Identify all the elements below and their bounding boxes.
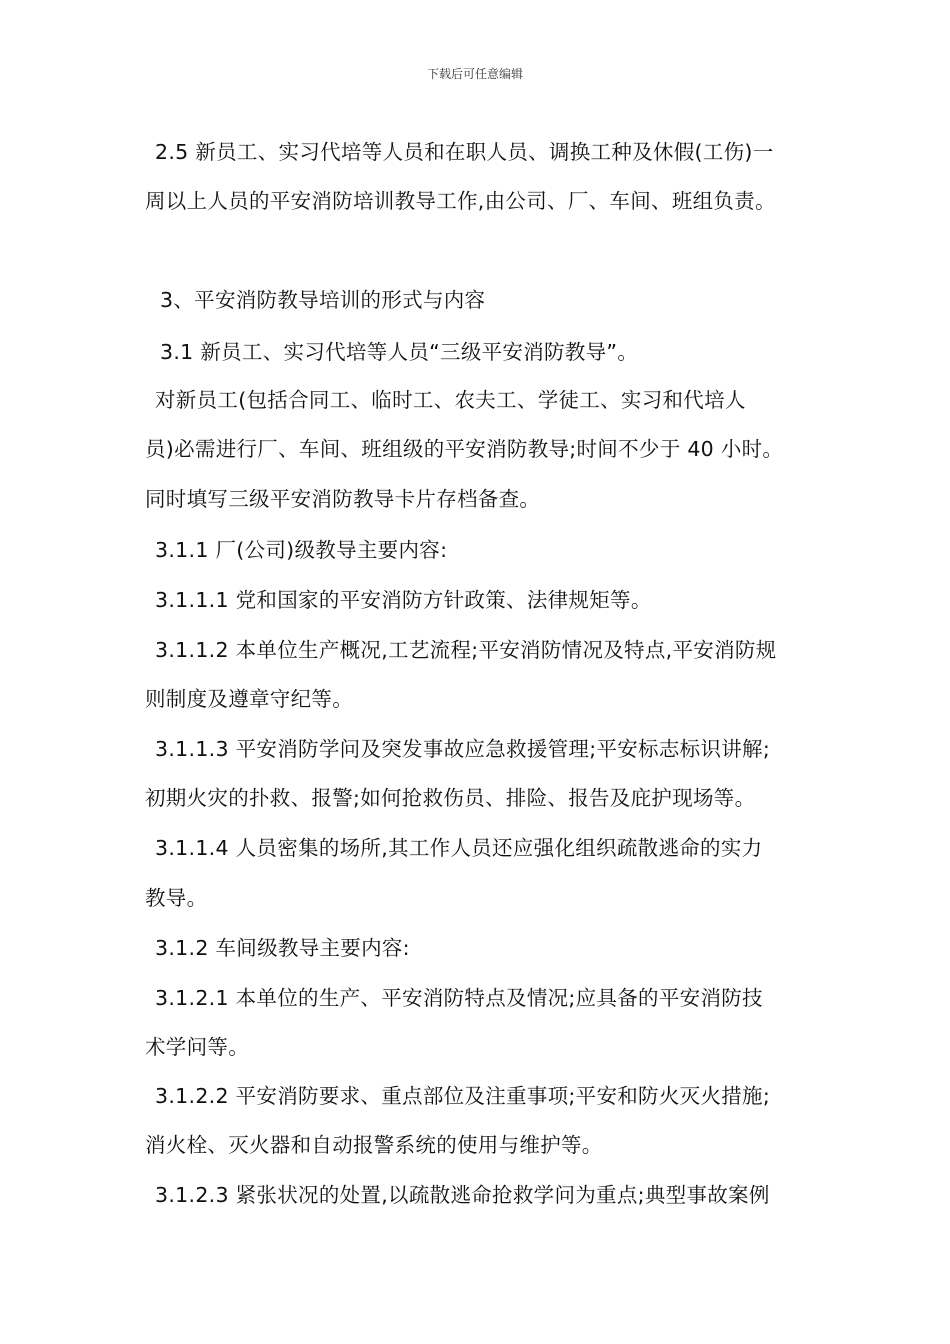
text-line: 3.1.2 车间级教导主要内容: (155, 936, 410, 960)
text-line: 3.1.1.1 党和国家的平安消防方针政策、法律规矩等。 (155, 588, 652, 612)
text-line: 则制度及遵章守纪等。 (145, 687, 353, 711)
text-line: 3.1.1.3 平安消防学问及突发事故应急救援管理;平安标志标识讲解; (155, 737, 771, 761)
text-line: 术学问等。 (145, 1035, 249, 1059)
text-line: 周以上人员的平安消防培训教导工作,由公司、厂、车间、班组负责。 (145, 189, 776, 213)
text-line: 3.1.2.2 平安消防要求、重点部位及注重事项;平安和防火灭火措施; (155, 1084, 771, 1108)
text-line: 2.5 新员工、实习代培等人员和在职人员、调换工种及休假(工伤)一 (155, 140, 774, 164)
text-line: 3、平安消防教导培训的形式与内容 (160, 288, 486, 312)
text-line: 3.1 新员工、实习代培等人员“三级平安消防教导”。 (160, 340, 639, 364)
text-line: 3.1.1.2 本单位生产概况,工艺流程;平安消防情况及特点,平安消防规 (155, 638, 777, 662)
text-line: 消火栓、灭火器和自动报警系统的使用与维护等。 (145, 1133, 603, 1157)
text-line: 初期火灾的扑救、报警;如何抢救伤员、排险、报告及庇护现场等。 (145, 786, 756, 810)
text-line: 3.1.2.3 紧张状况的处置,以疏散逃命抢救学问为重点;典型事故案例 (155, 1183, 770, 1207)
text-line: 同时填写三级平安消防教导卡片存档备查。 (145, 487, 541, 511)
text-line: 教导。 (145, 886, 208, 910)
text-line: 3.1.1 厂(公司)级教导主要内容: (155, 538, 448, 562)
text-line: 员)必需进行厂、车间、班组级的平安消防教导;时间不少于 40 小时。 (145, 437, 784, 461)
text-line: 3.1.1.4 人员密集的场所,其工作人员还应强化组织疏散逃命的实力 (155, 836, 763, 860)
text-line: 3.1.2.1 本单位的生产、平安消防特点及情况;应具备的平安消防技 (155, 986, 763, 1010)
page-header: 下载后可任意编辑 (426, 67, 523, 81)
text-line: 对新员工(包括合同工、临时工、农夫工、学徒工、实习和代培人 (155, 388, 746, 412)
